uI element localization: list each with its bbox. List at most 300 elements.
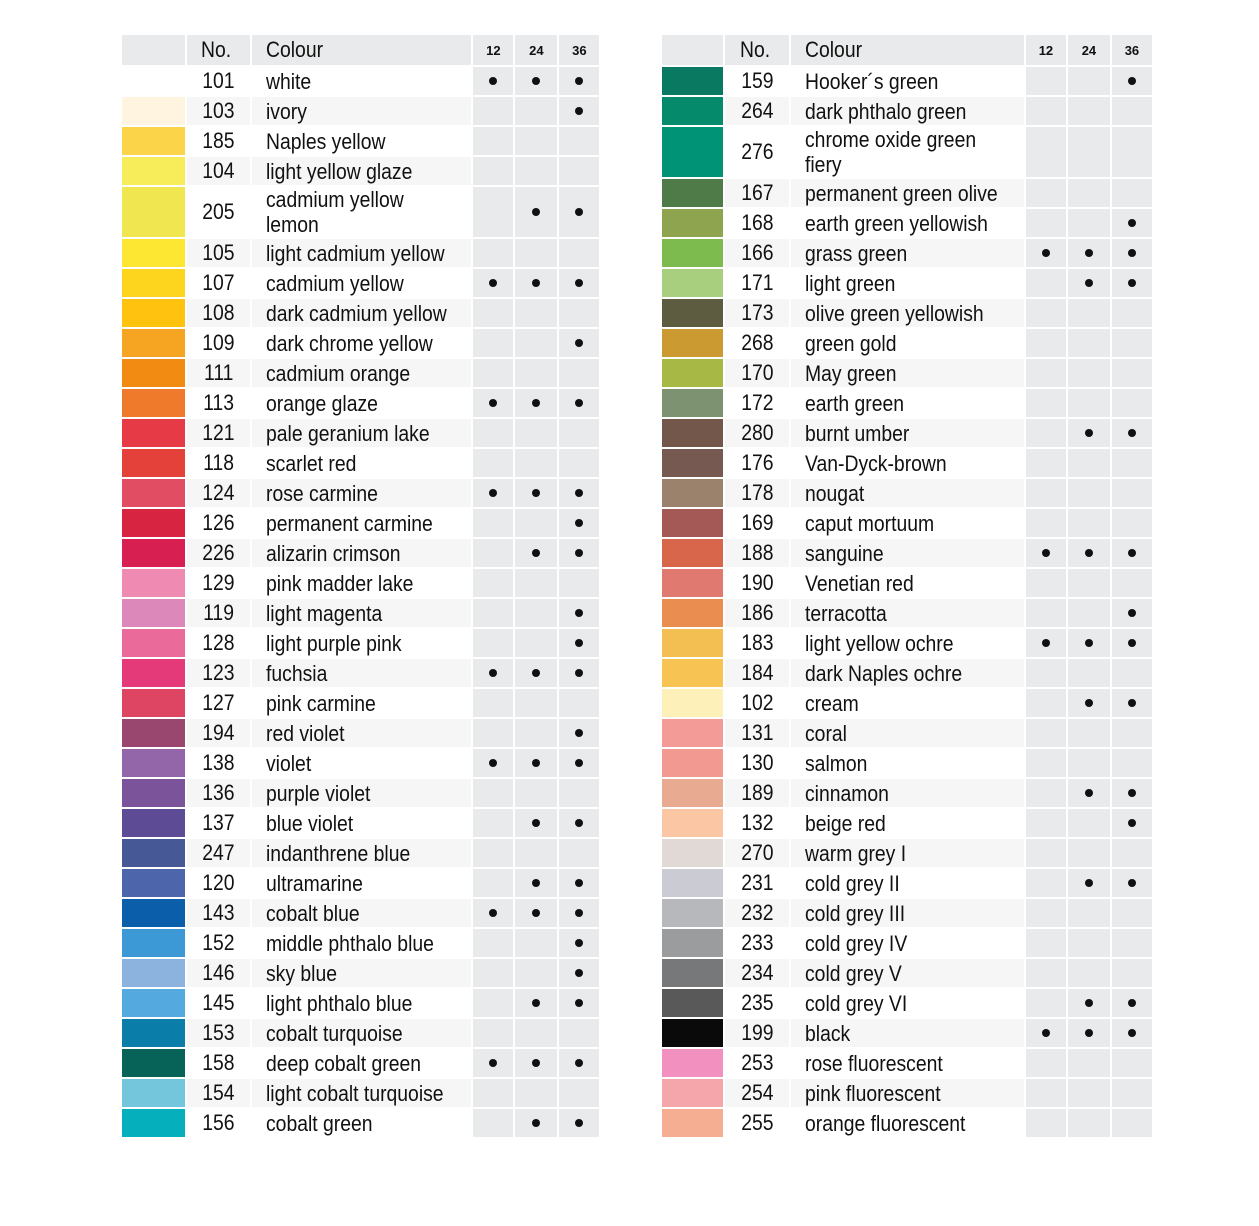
set-36-cell xyxy=(1111,1018,1153,1048)
colour-swatch xyxy=(121,478,186,508)
colour-name xyxy=(790,1078,1025,1108)
colour-name-text: Van-Dyck-brown xyxy=(805,450,947,476)
colour-name xyxy=(251,126,472,156)
colour-row xyxy=(121,808,600,838)
set-36-cell xyxy=(558,478,600,508)
set-24-cell xyxy=(1067,178,1111,208)
colour-name xyxy=(251,838,472,868)
set-12-cell xyxy=(1025,358,1067,388)
set-24-cell xyxy=(514,598,558,628)
included-dot-icon xyxy=(1128,819,1136,827)
set-12-cell xyxy=(472,1108,514,1138)
set-36-cell xyxy=(558,928,600,958)
colour-number xyxy=(724,388,790,418)
set-24-cell xyxy=(1067,208,1111,238)
set-24-cell xyxy=(514,328,558,358)
included-dot-icon xyxy=(575,208,583,216)
set-12-cell xyxy=(1025,1048,1067,1078)
colour-number xyxy=(724,508,790,538)
set-12-cell xyxy=(472,418,514,448)
set-12-cell xyxy=(1025,688,1067,718)
colour-name xyxy=(790,688,1025,718)
colour-number xyxy=(186,748,251,778)
colour-name-text: coral xyxy=(805,720,847,746)
colour-swatch xyxy=(121,628,186,658)
colour-name-text: cinnamon xyxy=(805,780,889,806)
colour-number-text: 167 xyxy=(740,180,774,205)
colour-name-text: light cobalt turquoise xyxy=(266,1080,444,1106)
set-12-cell xyxy=(1025,96,1067,126)
colour-name-text: salmon xyxy=(805,750,868,776)
colour-name-text: Venetian red xyxy=(805,570,914,596)
colour-swatch xyxy=(661,568,724,598)
colour-number xyxy=(186,418,251,448)
set-36-cell xyxy=(1111,238,1153,268)
colour-number-text: 205 xyxy=(202,199,235,224)
set-12-cell xyxy=(472,898,514,928)
set-36-cell xyxy=(558,808,600,838)
set-24-cell xyxy=(514,748,558,778)
colour-number xyxy=(724,658,790,688)
colour-name xyxy=(251,718,472,748)
colour-number xyxy=(186,358,251,388)
colour-name-text: cold grey II xyxy=(805,870,900,896)
colour-name-text: cold grey III xyxy=(805,900,906,926)
colour-name xyxy=(790,1108,1025,1138)
included-dot-icon xyxy=(532,819,540,827)
set-36-cell xyxy=(558,1048,600,1078)
colour-name-text: earth green xyxy=(805,390,905,416)
colour-number xyxy=(724,568,790,598)
set-12-cell xyxy=(1025,988,1067,1018)
included-dot-icon xyxy=(1128,249,1136,257)
included-dot-icon xyxy=(532,999,540,1007)
colour-number-text: 255 xyxy=(740,1110,774,1135)
included-dot-icon xyxy=(532,759,540,767)
colour-name xyxy=(790,268,1025,298)
set-12-cell xyxy=(1025,66,1067,96)
colour-row xyxy=(661,1108,1153,1138)
colour-swatch xyxy=(121,268,186,298)
colour-header: Colour xyxy=(790,34,1025,66)
colour-name xyxy=(251,508,472,538)
included-dot-icon xyxy=(575,639,583,647)
colour-name xyxy=(790,448,1025,478)
colour-row xyxy=(661,328,1153,358)
included-dot-icon xyxy=(532,208,540,216)
set-24-cell xyxy=(1067,418,1111,448)
colour-swatch xyxy=(121,328,186,358)
colour-swatch xyxy=(661,868,724,898)
set-24-cell xyxy=(514,358,558,388)
set-12-cell xyxy=(1025,178,1067,208)
colour-swatch xyxy=(121,418,186,448)
colour-number-text: 253 xyxy=(740,1050,774,1075)
colour-row xyxy=(121,66,600,96)
colour-number xyxy=(186,658,251,688)
set-12-cell xyxy=(1025,388,1067,418)
colour-name-text: cold grey V xyxy=(805,960,902,986)
colour-number-text: 189 xyxy=(740,780,774,805)
colour-row xyxy=(121,238,600,268)
colour-number-text: 168 xyxy=(740,210,774,235)
colour-swatch xyxy=(121,156,186,186)
colour-number xyxy=(186,186,251,238)
colour-name-text: May green xyxy=(805,360,897,386)
included-dot-icon xyxy=(575,339,583,347)
colour-number-text: 146 xyxy=(202,960,235,985)
colour-name xyxy=(790,718,1025,748)
included-dot-icon xyxy=(575,759,583,767)
colour-number xyxy=(724,328,790,358)
set-24-cell xyxy=(514,1018,558,1048)
colour-name xyxy=(251,928,472,958)
included-dot-icon xyxy=(1085,789,1093,797)
colour-swatch xyxy=(661,898,724,928)
colour-number xyxy=(186,66,251,96)
set-12-cell xyxy=(472,388,514,418)
set-36-cell xyxy=(558,448,600,478)
included-dot-icon xyxy=(575,1059,583,1067)
colour-name-text: light yellow glaze xyxy=(266,158,413,184)
set-36-cell xyxy=(1111,778,1153,808)
colour-row xyxy=(121,418,600,448)
colour-row xyxy=(121,268,600,298)
set-24-cell xyxy=(1067,658,1111,688)
table-header-row xyxy=(661,34,1153,66)
colour-name-text: orange glaze xyxy=(266,390,378,416)
included-dot-icon xyxy=(1042,1029,1050,1037)
included-dot-icon xyxy=(1085,699,1093,707)
colour-row xyxy=(661,358,1153,388)
set-36-cell xyxy=(1111,688,1153,718)
colour-name xyxy=(251,688,472,718)
set-12-cell xyxy=(472,928,514,958)
included-dot-icon xyxy=(1128,279,1136,287)
colour-name-text: rose carmine xyxy=(266,480,378,506)
colour-swatch xyxy=(661,658,724,688)
colour-name xyxy=(790,1018,1025,1048)
set-36-cell xyxy=(1111,748,1153,778)
colour-number-text: 264 xyxy=(740,98,774,123)
colour-number xyxy=(186,448,251,478)
set-24-cell xyxy=(514,1078,558,1108)
set-24-cell xyxy=(514,568,558,598)
colour-name-text: red violet xyxy=(266,720,345,746)
colour-swatch xyxy=(661,1018,724,1048)
colour-name xyxy=(251,778,472,808)
colour-swatch xyxy=(661,478,724,508)
set-36-cell xyxy=(558,126,600,156)
set-36-cell xyxy=(558,388,600,418)
colour-number xyxy=(186,1048,251,1078)
colour-number xyxy=(724,238,790,268)
colour-number xyxy=(724,988,790,1018)
colour-name-text: chrome oxide green fiery xyxy=(805,127,977,177)
included-dot-icon xyxy=(1128,609,1136,617)
included-dot-icon xyxy=(1085,249,1093,257)
set-24-cell xyxy=(514,418,558,448)
colour-number xyxy=(724,1108,790,1138)
colour-number xyxy=(186,568,251,598)
set-12-cell xyxy=(472,298,514,328)
colour-number-text: 104 xyxy=(202,158,235,183)
set-12-cell xyxy=(472,598,514,628)
colour-name xyxy=(251,658,472,688)
set-36-cell xyxy=(558,298,600,328)
colour-number xyxy=(724,958,790,988)
colour-swatch xyxy=(121,778,186,808)
colour-row xyxy=(121,186,600,238)
colour-swatch xyxy=(661,688,724,718)
colour-name xyxy=(251,568,472,598)
set-36-cell xyxy=(558,1078,600,1108)
colour-row xyxy=(121,1108,600,1138)
colour-swatch xyxy=(121,808,186,838)
colour-row xyxy=(121,958,600,988)
colour-number xyxy=(186,238,251,268)
set-24-cell xyxy=(1067,718,1111,748)
colour-name xyxy=(251,808,472,838)
colour-number-text: 232 xyxy=(740,900,774,925)
set-12-cell xyxy=(1025,778,1067,808)
colour-swatch xyxy=(121,508,186,538)
included-dot-icon xyxy=(575,77,583,85)
colour-name xyxy=(790,598,1025,628)
set-36-cell xyxy=(558,568,600,598)
colour-number-text: 231 xyxy=(740,870,774,895)
set-24-cell xyxy=(1067,328,1111,358)
colour-row xyxy=(661,208,1153,238)
set-36-cell xyxy=(558,508,600,538)
included-dot-icon xyxy=(532,1119,540,1127)
colour-row xyxy=(661,448,1153,478)
colour-name-text: indanthrene blue xyxy=(266,840,411,866)
colour-name-text: light yellow ochre xyxy=(805,630,954,656)
set-36-cell xyxy=(1111,448,1153,478)
set-36-cell xyxy=(1111,538,1153,568)
colour-name-text: olive green yellowish xyxy=(805,300,984,326)
colour-swatch xyxy=(661,988,724,1018)
set-12-cell xyxy=(472,508,514,538)
included-dot-icon xyxy=(575,609,583,617)
set-12-cell xyxy=(1025,208,1067,238)
colour-number xyxy=(724,868,790,898)
set-12-cell xyxy=(472,328,514,358)
colour-swatch xyxy=(661,448,724,478)
set-12-cell xyxy=(472,478,514,508)
colour-number xyxy=(186,538,251,568)
colour-number-text: 129 xyxy=(202,570,235,595)
set-24-header: 24 xyxy=(514,34,558,66)
set-12-cell xyxy=(472,238,514,268)
included-dot-icon xyxy=(532,399,540,407)
colour-number-text: 123 xyxy=(202,660,235,685)
colour-name xyxy=(790,988,1025,1018)
set-24-cell xyxy=(1067,96,1111,126)
set-24-cell xyxy=(514,1048,558,1078)
set-12-cell xyxy=(1025,418,1067,448)
colour-number xyxy=(186,156,251,186)
colour-swatch xyxy=(121,66,186,96)
colour-name xyxy=(790,928,1025,958)
set-12-cell xyxy=(1025,808,1067,838)
set-36-cell xyxy=(558,238,600,268)
colour-swatch xyxy=(661,748,724,778)
set-24-cell xyxy=(1067,358,1111,388)
set-36-cell xyxy=(558,748,600,778)
colour-name xyxy=(790,958,1025,988)
colour-name-text: sanguine xyxy=(805,540,884,566)
colour-swatch xyxy=(661,628,724,658)
set-24-cell xyxy=(1067,508,1111,538)
included-dot-icon xyxy=(532,489,540,497)
colour-row xyxy=(661,988,1153,1018)
set-12-cell xyxy=(472,96,514,126)
set-36-cell xyxy=(1111,1048,1153,1078)
colour-row xyxy=(121,508,600,538)
set-12-cell xyxy=(1025,298,1067,328)
colour-number-text: 173 xyxy=(740,300,774,325)
set-24-cell xyxy=(1067,628,1111,658)
colour-number-text: 143 xyxy=(202,900,235,925)
colour-number-text: 137 xyxy=(202,810,235,835)
colour-row xyxy=(661,808,1153,838)
set-24-cell xyxy=(1067,898,1111,928)
colour-name-text: ultramarine xyxy=(266,870,363,896)
colour-number xyxy=(186,838,251,868)
colour-name-text: Hooker´s green xyxy=(805,68,939,94)
set-24-cell xyxy=(1067,478,1111,508)
included-dot-icon xyxy=(575,939,583,947)
colour-number-text: 156 xyxy=(202,1110,235,1135)
colour-name xyxy=(790,208,1025,238)
set-12-cell xyxy=(1025,1018,1067,1048)
set-24-cell xyxy=(514,808,558,838)
colour-name-text: green gold xyxy=(805,330,897,356)
colour-swatch xyxy=(121,718,186,748)
colour-name xyxy=(790,868,1025,898)
colour-name-text: alizarin crimson xyxy=(266,540,401,566)
colour-number-text: 178 xyxy=(740,480,774,505)
colour-number xyxy=(724,838,790,868)
colour-number-text: 247 xyxy=(202,840,235,865)
colour-number-text: 145 xyxy=(202,990,235,1015)
included-dot-icon xyxy=(489,489,497,497)
colour-number xyxy=(186,808,251,838)
set-12-cell xyxy=(1025,568,1067,598)
colour-name xyxy=(251,988,472,1018)
colour-number xyxy=(724,1018,790,1048)
colour-name xyxy=(790,96,1025,126)
set-12-header: 12 xyxy=(472,34,514,66)
set-12-cell xyxy=(1025,126,1067,178)
set-12-cell xyxy=(1025,238,1067,268)
colour-name-text: blue violet xyxy=(266,810,354,836)
set-24-cell xyxy=(1067,238,1111,268)
colour-name xyxy=(251,186,472,238)
set-24-cell xyxy=(1067,268,1111,298)
set-36-cell xyxy=(1111,478,1153,508)
set-36-cell xyxy=(558,658,600,688)
colour-name xyxy=(790,778,1025,808)
colour-swatch xyxy=(121,126,186,156)
colour-name xyxy=(251,1018,472,1048)
included-dot-icon xyxy=(532,77,540,85)
included-dot-icon xyxy=(1128,639,1136,647)
colour-row xyxy=(121,928,600,958)
included-dot-icon xyxy=(1085,879,1093,887)
colour-name xyxy=(251,898,472,928)
colour-row xyxy=(661,958,1153,988)
colour-swatch xyxy=(661,178,724,208)
colour-number-text: 188 xyxy=(740,540,774,565)
colour-name xyxy=(790,1048,1025,1078)
colour-swatch xyxy=(121,388,186,418)
set-12-cell xyxy=(472,748,514,778)
colour-row xyxy=(661,778,1153,808)
colour-name-text: cobalt green xyxy=(266,1110,373,1136)
colour-swatch xyxy=(661,358,724,388)
set-24-cell xyxy=(514,156,558,186)
set-24-cell xyxy=(1067,838,1111,868)
colour-number-text: 171 xyxy=(740,270,774,295)
colour-number xyxy=(186,1078,251,1108)
colour-name xyxy=(790,238,1025,268)
set-24-cell xyxy=(1067,868,1111,898)
colour-swatch xyxy=(661,958,724,988)
colour-swatch xyxy=(661,298,724,328)
colour-name-text: pink madder lake xyxy=(266,570,414,596)
set-36-cell xyxy=(1111,1078,1153,1108)
set-24-cell xyxy=(514,66,558,96)
set-12-cell xyxy=(472,156,514,186)
colour-number xyxy=(724,1078,790,1108)
colour-number xyxy=(724,268,790,298)
colour-row xyxy=(661,1018,1153,1048)
included-dot-icon xyxy=(575,519,583,527)
colour-swatch xyxy=(121,538,186,568)
included-dot-icon xyxy=(575,669,583,677)
set-24-cell xyxy=(514,868,558,898)
colour-number xyxy=(186,96,251,126)
colour-name-text: cadmium yellow lemon xyxy=(266,187,404,237)
colour-swatch xyxy=(121,1078,186,1108)
colour-name-text: cream xyxy=(805,690,859,716)
colour-name-text: rose fluorescent xyxy=(805,1050,943,1076)
set-12-cell xyxy=(1025,598,1067,628)
colour-number xyxy=(186,898,251,928)
set-12-cell xyxy=(1025,478,1067,508)
colour-number-text: 107 xyxy=(202,270,235,295)
colour-name xyxy=(251,418,472,448)
colour-number-text: 118 xyxy=(203,450,234,475)
colour-row xyxy=(121,1078,600,1108)
colour-number-text: 186 xyxy=(740,600,774,625)
colour-name-text: terracotta xyxy=(805,600,887,626)
included-dot-icon xyxy=(1128,549,1136,557)
set-24-cell xyxy=(514,478,558,508)
colour-name xyxy=(251,298,472,328)
set-24-cell xyxy=(514,628,558,658)
colour-swatch xyxy=(661,126,724,178)
colour-row xyxy=(121,126,600,156)
set-36-cell xyxy=(558,328,600,358)
set-36-cell xyxy=(558,868,600,898)
set-24-cell xyxy=(1067,538,1111,568)
colour-name xyxy=(251,328,472,358)
set-36-cell xyxy=(1111,1108,1153,1138)
